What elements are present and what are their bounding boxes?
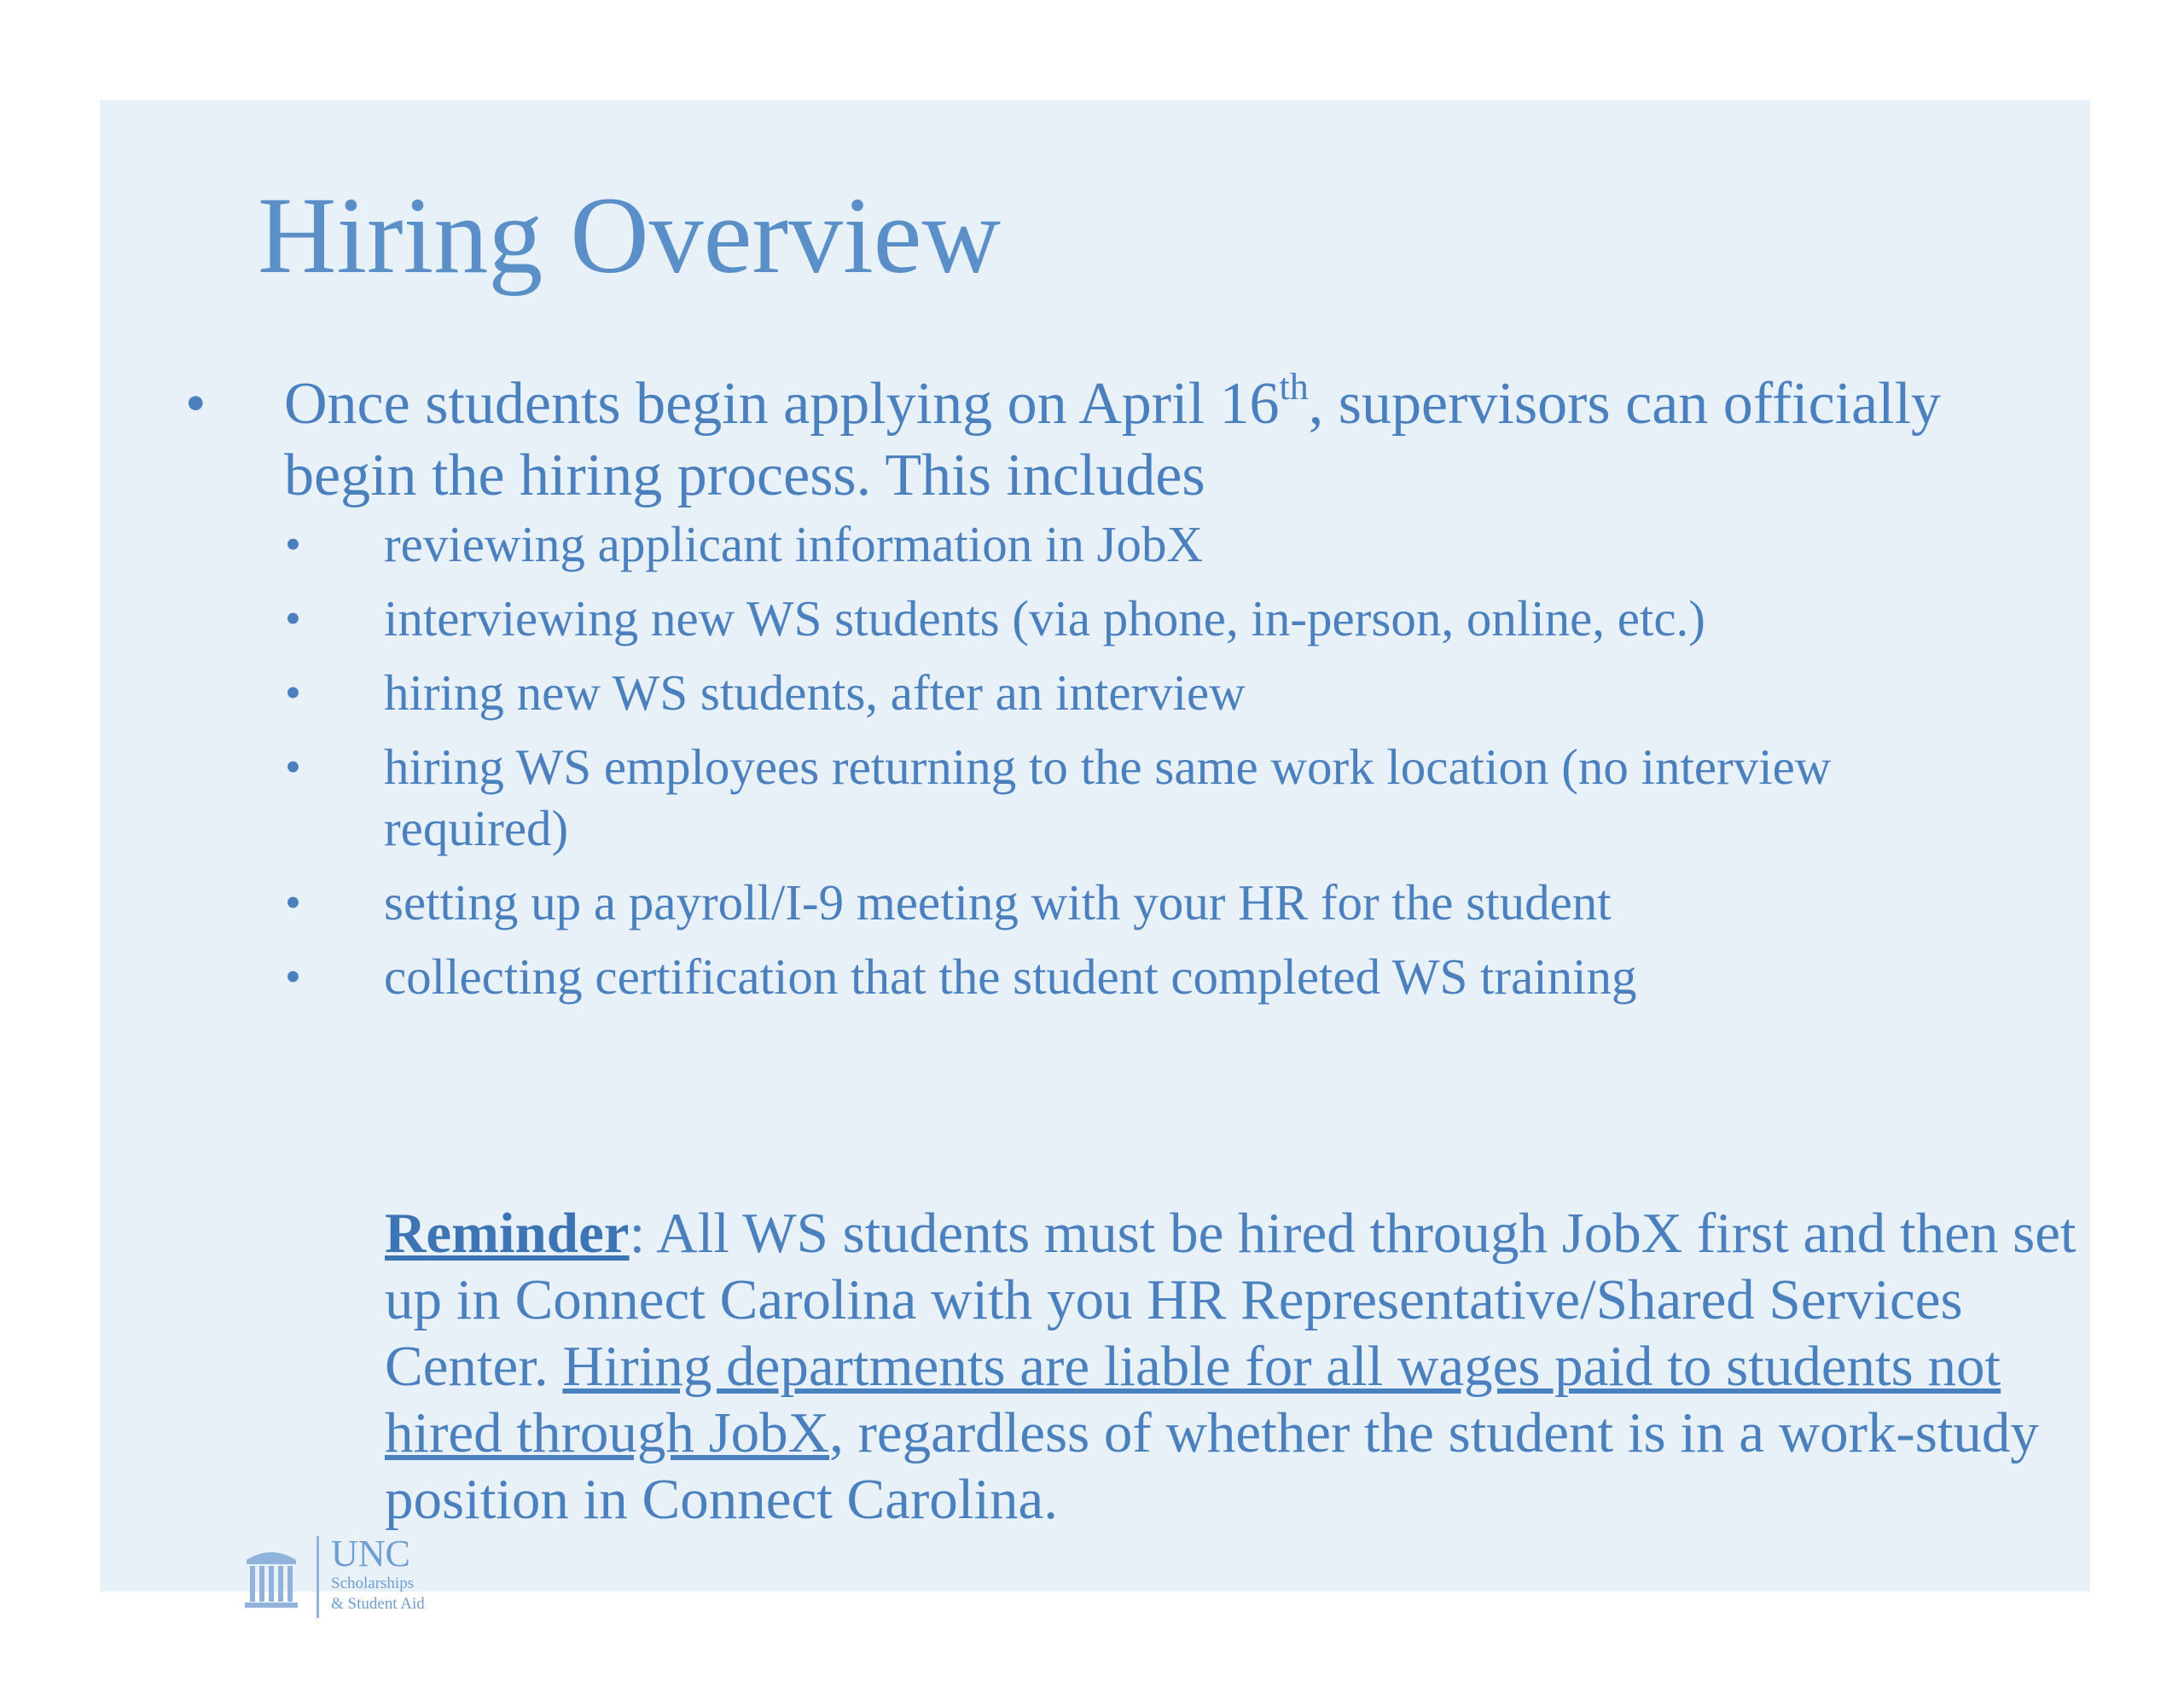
- reminder-colon: :: [629, 1202, 646, 1265]
- bullet-icon: •: [285, 877, 301, 928]
- bullet-icon: •: [285, 519, 301, 570]
- reminder-paragraph: [385, 1200, 2082, 1533]
- slide-title: Hiring Overview: [258, 175, 1001, 296]
- list-item: [285, 946, 2016, 1007]
- reminder-label: Reminder: [385, 1202, 630, 1265]
- liability-warning: Hiring departments are liable for all wages paid to students not hired through JobX: [385, 1335, 2001, 1464]
- intro-bullet: [185, 366, 2016, 1007]
- main-bullet-list: [185, 366, 2016, 1020]
- logo-subtitle-line1: Scholarships: [331, 1574, 415, 1592]
- list-item-text: interviewing new WS students (via phone, in-person, online, etc.): [384, 590, 1705, 646]
- logo-unc-text: UNC: [331, 1533, 410, 1574]
- list-item-text: reviewing applicant information in JobX: [384, 516, 1204, 572]
- bullet-icon: •: [285, 667, 301, 718]
- logo-wordmark: [331, 1534, 425, 1615]
- ordinal-superscript: th: [1279, 366, 1309, 408]
- list-item-text: collecting certification that the student completed WS training: [384, 948, 1637, 1005]
- list-item: [285, 588, 2016, 649]
- unc-logo: [243, 1533, 448, 1618]
- intro-text: Once students begin applying on April 16th, supervisors can officially begin the hiring process. This includes: [284, 366, 1942, 508]
- sub-bullet-list: [284, 513, 2016, 1007]
- list-item-text: hiring WS employees returning to the same work location (no interview required): [384, 739, 1832, 856]
- list-item: [285, 736, 2016, 859]
- bullet-icon: •: [285, 951, 301, 1002]
- list-item: [285, 662, 2016, 723]
- logo-subtitle-line2: & Student Aid: [331, 1595, 425, 1613]
- logo-divider: [317, 1536, 319, 1618]
- bullet-icon: •: [285, 593, 301, 644]
- old-well-icon: [243, 1543, 299, 1611]
- reminder-text: All WS students must be hired through JobX first and then set up in Connect Carolina with you HR Representative/Shared Services Center.: [385, 1202, 2077, 1398]
- list-item-text: setting up a payroll/I-9 meeting with your HR for the student: [384, 874, 1612, 930]
- list-item-text: hiring new WS students, after an interview: [384, 664, 1246, 721]
- reminder-text-end: , regardless of whether the student is in a work-study position in Connect Carolina.: [385, 1401, 2039, 1531]
- list-item: [285, 513, 2016, 575]
- bullet-icon: •: [285, 741, 301, 792]
- slide: [100, 100, 2090, 1613]
- bullet-icon: •: [185, 371, 206, 437]
- list-item: [285, 872, 2016, 933]
